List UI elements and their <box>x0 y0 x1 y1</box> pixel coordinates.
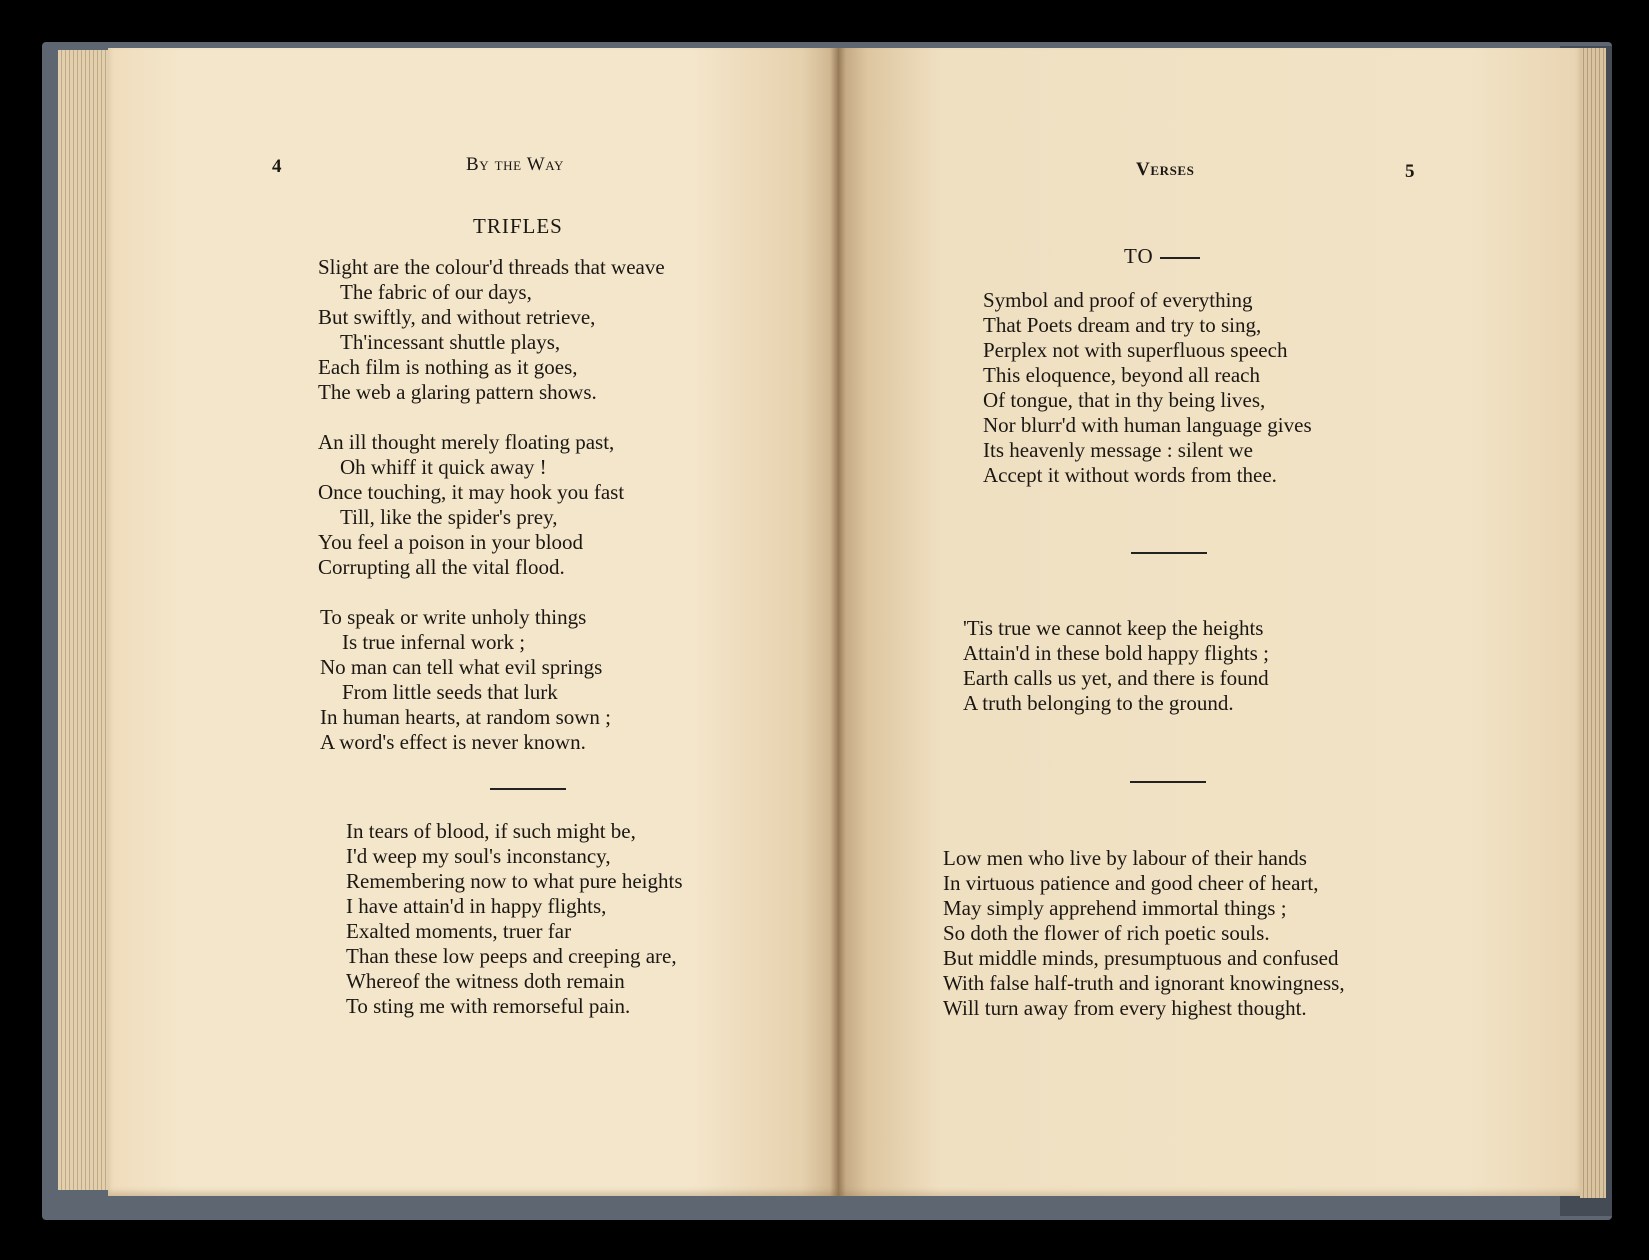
poem-line: Accept it without words from thee. <box>983 463 1277 487</box>
poem-line: Remembering now to what pure heights <box>346 869 683 893</box>
poem-line: Of tongue, that in thy being lives, <box>983 388 1266 412</box>
poem-line: You feel a poison in your blood <box>318 530 584 554</box>
poem-line: Each film is nothing as it goes, <box>318 355 578 379</box>
poem-line: Till, like the spider's prey, <box>340 505 558 529</box>
right-stanza-1 <box>983 288 1312 488</box>
left-stanza-4 <box>346 819 683 1019</box>
section-divider <box>1131 552 1207 554</box>
left-stanza-2 <box>318 430 624 580</box>
left-running-head: By the Way <box>466 154 565 175</box>
poem-line: Oh whiff it quick away ! <box>340 455 547 479</box>
poem-line: Exalted moments, truer far <box>346 919 572 943</box>
right-page-number: 5 <box>1405 161 1415 182</box>
poem-line: A word's effect is never known. <box>320 730 586 754</box>
title-dash <box>1160 257 1200 259</box>
poem-line: In virtuous patience and good cheer of heart, <box>943 871 1319 895</box>
poem-line: With false half-truth and ignorant knowingness, <box>943 971 1345 995</box>
book-gutter <box>830 48 846 1196</box>
poem-line: In tears of blood, if such might be, <box>346 819 636 843</box>
poem-line: Corrupting all the vital flood. <box>318 555 565 579</box>
poem-line: No man can tell what evil springs <box>320 655 603 679</box>
poem-line: Slight are the colour'd threads that weave <box>318 255 665 279</box>
poem-line: Th'incessant shuttle plays, <box>340 330 561 354</box>
poem-line: So doth the flower of rich poetic souls. <box>943 921 1270 945</box>
left-page-number: 4 <box>272 156 282 177</box>
right-poem-title <box>1124 244 1200 269</box>
poem-line: Once touching, it may hook you fast <box>318 480 625 504</box>
poem-line: I'd weep my soul's inconstancy, <box>346 844 611 868</box>
poem-line: This eloquence, beyond all reach <box>983 363 1260 387</box>
section-divider <box>1130 781 1206 783</box>
poem-line: I have attain'd in happy flights, <box>346 894 607 918</box>
poem-line: But middle minds, presumptuous and confused <box>943 946 1339 970</box>
left-stanza-3 <box>320 605 611 755</box>
left-stanza-1 <box>318 255 665 405</box>
poem-line: In human hearts, at random sown ; <box>320 705 612 729</box>
poem-line: The fabric of our days, <box>340 280 532 304</box>
poem-line: Is true infernal work ; <box>342 630 526 654</box>
poem-line: To sting me with remorseful pain. <box>346 994 631 1018</box>
poem-line: Whereof the witness doth remain <box>346 969 625 993</box>
poem-line: Than these low peeps and creeping are, <box>346 944 677 968</box>
right-stanza-3 <box>943 846 1345 1021</box>
poem-line: Will turn away from every highest thought. <box>943 996 1307 1020</box>
poem-line: That Poets dream and try to sing, <box>983 313 1262 337</box>
poem-line: May simply apprehend immortal things ; <box>943 896 1287 920</box>
poem-line: Attain'd in these bold happy flights ; <box>963 641 1269 665</box>
poem-line: A truth belonging to the ground. <box>963 691 1234 715</box>
poem-line: Earth calls us yet, and there is found <box>963 666 1269 690</box>
right-running-head: Verses <box>1136 159 1195 180</box>
poem-line: Low men who live by labour of their hands <box>943 846 1307 870</box>
right-poem-title-text: TO <box>1124 244 1154 268</box>
left-poem-title: TRIFLES <box>473 214 563 238</box>
poem-line: 'Tis true we cannot keep the heights <box>963 616 1264 640</box>
poem-line: The web a glaring pattern shows. <box>318 380 597 404</box>
right-stanza-2 <box>963 616 1269 716</box>
poem-line: An ill thought merely floating past, <box>318 430 615 454</box>
poem-line: But swiftly, and without retrieve, <box>318 305 596 329</box>
poem-line: Nor blurr'd with human language gives <box>983 413 1312 437</box>
poem-line: Perplex not with superfluous speech <box>983 338 1288 362</box>
poem-line: To speak or write unholy things <box>320 605 587 629</box>
page-edges-right <box>1580 48 1606 1198</box>
poem-line: Symbol and proof of everything <box>983 288 1253 312</box>
poem-line: From little seeds that lurk <box>342 680 558 704</box>
section-divider <box>490 788 566 790</box>
poem-line: Its heavenly message : silent we <box>983 438 1254 462</box>
